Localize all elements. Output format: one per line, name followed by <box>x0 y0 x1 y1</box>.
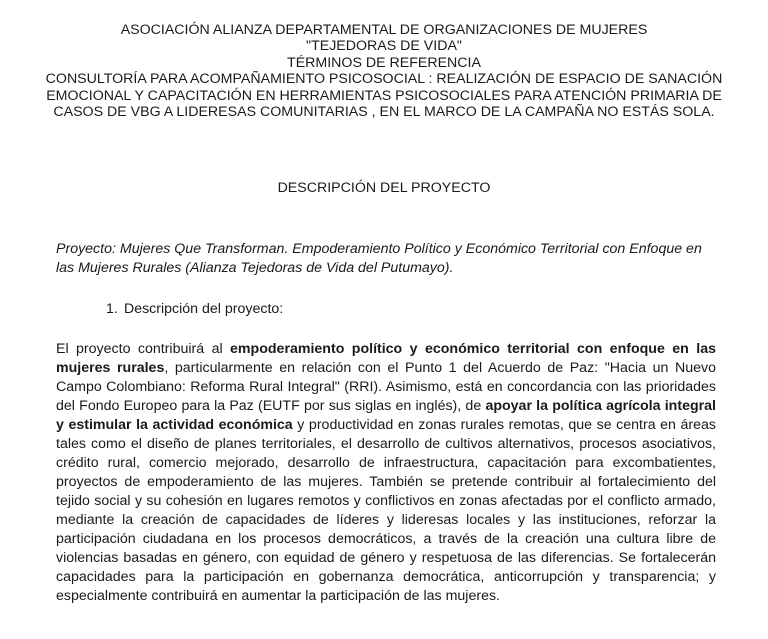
header-line-terms: TÉRMINOS DE REFERENCIA <box>287 54 481 71</box>
header-line-consultancy-3: CASOS DE VBG A LIDERESAS COMUNITARIAS , EN EL MARCO DE LA CAMPAÑA NO ESTÁS SOLA. <box>53 104 715 121</box>
header-line-organization: ASOCIACIÓN ALIANZA DEPARTAMENTAL DE ORGANIZACIONES DE MUJERES <box>120 22 648 38</box>
body-text-1: El proyecto contribuirá al <box>56 341 231 357</box>
list-item-label: Descripción del proyecto: <box>123 301 284 317</box>
header-line-consultancy-1: CONSULTORÍA PARA ACOMPAÑAMIENTO PSICOSOCIAL : REALIZACIÓN DE ESPACIO DE SANACIÓN <box>45 71 723 88</box>
document-header <box>0 22 768 120</box>
section-title: DESCRIPCIÓN DEL PROYECTO <box>277 180 491 196</box>
header-line-consultancy-2: EMOCIONAL Y CAPACITACIÓN EN HERRAMIENTAS PSICOSOCIALES PARA ATENCIÓN PRIMARIA DE <box>46 87 722 104</box>
project-line: Proyecto: Mujeres Que Transforman. Empoderamiento Político y Económico Territorial con Enfoque en las Mujeres Rurales (Alianza Tejedoras de Vida del Putumayo). <box>56 241 702 276</box>
list-item <box>106 300 283 319</box>
body-bold-2: apoyar la política agrícola integral y estimular la actividad económica <box>56 398 716 433</box>
body-paragraph <box>56 340 716 606</box>
body-bold-1: empoderamiento político y económico territorial con enfoque en las mujeres rurales <box>56 341 716 376</box>
list-item-number: 1. <box>106 301 118 317</box>
header-line-org-name: "TEJEDORAS DE VIDA" <box>306 38 462 55</box>
body-text-2: , particularmente en relación con el Punto 1 del Acuerdo de Paz: "Hacia un Nuevo Campo Colombiano: Reforma Rural Integral" (RRI). Asimismo, está en concordancia con las prioridades del Fondo Europeo para la Paz (EUTF por sus siglas en inglés), de <box>56 360 716 414</box>
body-text-3: y productividad en zonas rurales remotas, que se centra en áreas tales como el diseño de planes territoriales, el desarrollo de cultivos alternativos, procesos asociativos, crédito rural, comercio mejorado, desarrollo de infraestructura, capacitación para excombatientes, proyectos de empoderamiento de las mujeres. También se pretende contribuir al fortalecimiento del tejido social y su cohesión en lugares remotos y conflictivos en zonas afectadas por el conflicto armado, mediante la creación de capacidades de líderes y lideresas locales y las instituciones, reforzar la participación ciudadana en los procesos democráticos, a través de la creación una cultura libre de violencias basadas en género, con equidad de género y respetuosa de las diferencias. Se fortalecerán capacidades para la participación en gobernanza democrática, anticorrupción y transparencia; y especialmente contribuirá en aumentar la participación de las mujeres. <box>56 417 716 604</box>
